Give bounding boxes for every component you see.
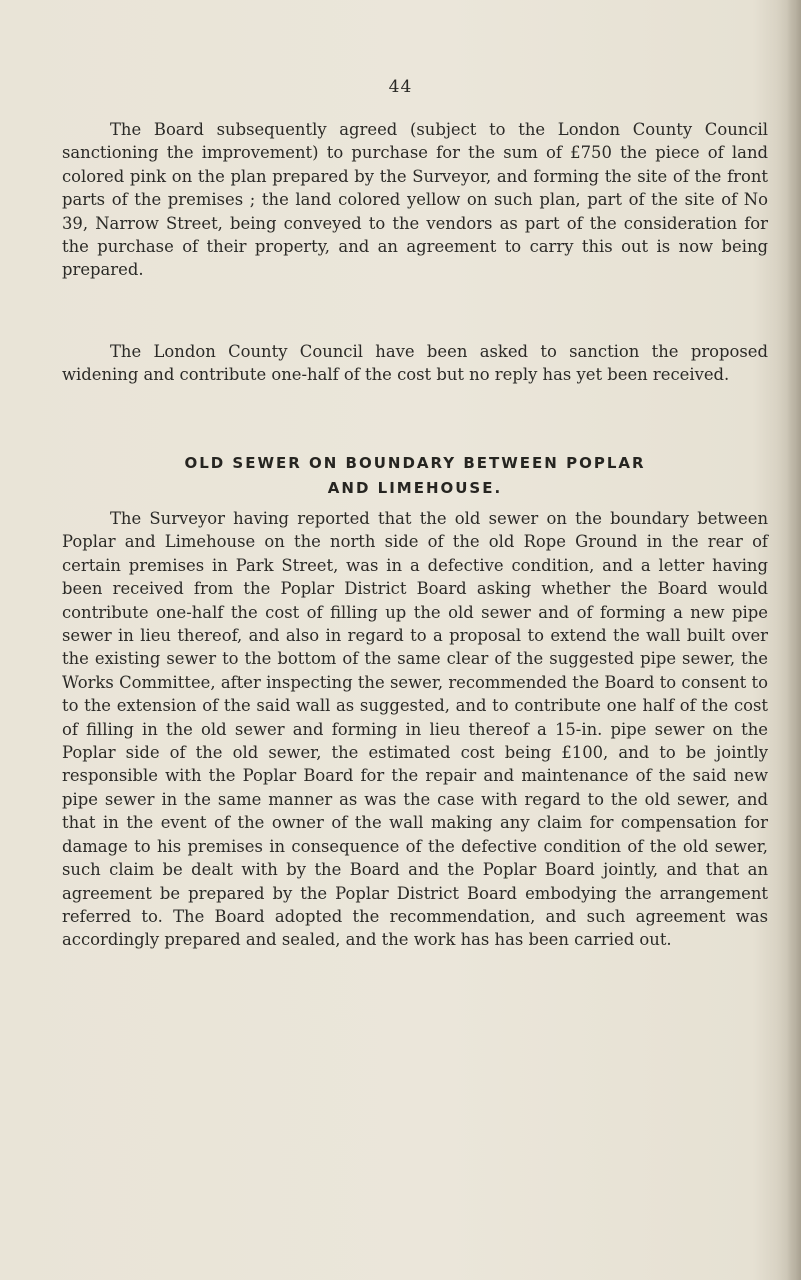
paragraph-text: The Board subsequently agreed (subject to the London County Council sanctioning the improvement) to purchase for the sum of £750 the piece of land colored pink on the plan prepared by the Surveyor, and forming the site of the front parts of the premises ; the land colored yellow on such plan, part of the site of No 39, Narrow Street, being conveyed to the vendors as part of the consideration for the purchase of their property, and an agreement to carry this out is now being prepared.: [62, 120, 768, 280]
paragraph-old-sewer: [62, 507, 768, 952]
paragraph-text: The London County Council have been asked to sanction the proposed widening and contribute one-half of the cost but no reply has yet been received.: [62, 342, 768, 385]
paragraph-text: The Surveyor having reported that the old sewer on the boundary between Poplar and Limehouse on the north side of the old Rope Ground in the rear of certain premises in Park Street, was in a defective condition, and a letter having been received from the Poplar District Board asking whether the Board would contribute one-half the cost of filling up the old sewer and of forming a new pipe sewer in lieu thereof, and also in regard to a proposal to extend the wall built over the existing sewer to the bottom of the same clear of the suggested pipe sewer, the Works Committee, after inspecting the sewer, recommended the Board to consent to to the extension of the said wall as suggested, and to contribute one half of the cost of filling in the old sewer and forming in lieu thereof a 15-in. pipe sewer on the Poplar side of the old sewer, the estimated cost being £100, and to be jointly responsible with the Poplar Board for the repair and maintenance of the said new pipe sewer in the same manner as was the case with regard to the old sewer, and that in the event of the owner of the wall making any claim for compensation for damage to his premises in consequence of the defective condition of the old sewer, such claim be dealt with by the Board and the Poplar Board jointly, and that an agreement be prepared by the Poplar District Board embodying the arrangement referred to. The Board adopted the recommendation, and such agreement was accordingly prepared and sealed, and the work has has been carried out.: [62, 509, 768, 950]
section-heading: [62, 451, 768, 501]
page-number: 44: [388, 77, 413, 97]
section-heading-line-1: OLD SEWER ON BOUNDARY BETWEEN POPLAR: [184, 454, 646, 472]
paragraph-land-purchase: [62, 118, 768, 282]
paragraph-county-council: [62, 340, 768, 387]
section-heading-line-2: AND LIMEHOUSE.: [327, 479, 503, 497]
page-edge-shadow: [787, 0, 801, 1280]
